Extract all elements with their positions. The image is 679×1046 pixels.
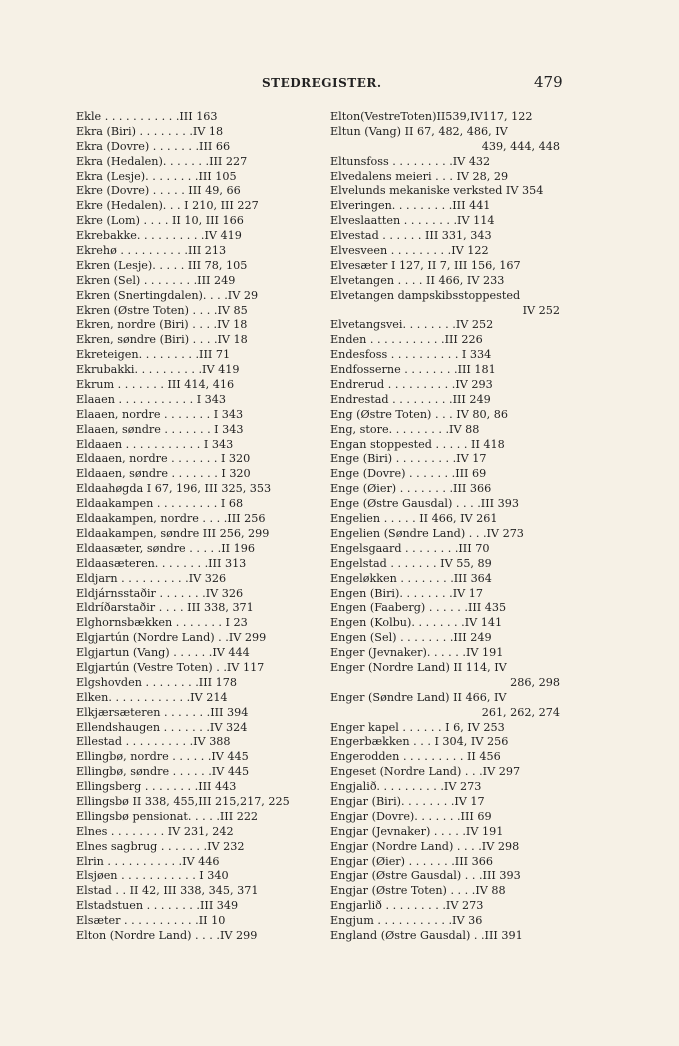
index-entry: Ellingsbø II 338, 455,III 215,217, 225 [76, 794, 290, 808]
index-entry: Elgjartún (Vestre Toten) . .IV 117 [76, 660, 265, 674]
index-entry: Elgshovden . . . . . . . .III 178 [76, 675, 237, 689]
index-entry: Endesfoss . . . . . . . . . . I 334 [330, 348, 492, 362]
index-entry: Elvetangen . . . . II 466, IV 233 [330, 273, 505, 287]
index-entry: Ekre (Dovre) . . . . . III 49, 66 [76, 184, 241, 198]
index-entry: Engjarlið . . . . . . . . .IV 273 [330, 899, 484, 913]
index-entry: Elaaen . . . . . . . . . . . I 343 [76, 392, 227, 406]
index-entry: Ekrebakke. . . . . . . . . .IV 419 [76, 229, 242, 243]
index-entry: Enger (Søndre Land) II 466, IV [330, 690, 507, 704]
index-entry: Elrin . . . . . . . . . . .IV 446 [76, 854, 220, 868]
index-entry: Enge (Dovre) . . . . . . .III 69 [330, 467, 487, 481]
index-entry: Eldaaen, nordre . . . . . . . I 320 [76, 452, 251, 466]
index-entry: Elvelunds mekaniske verksted IV 354 [330, 184, 544, 198]
index-entry: Ekrehø . . . . . . . . . .III 213 [76, 244, 227, 258]
index-entry: Ekreteigen. . . . . . . . .III 71 [76, 348, 231, 362]
index-entry: Ekren (Snertingdalen). . . .IV 29 [76, 288, 259, 302]
index-entry: Elsjøen . . . . . . . . . . . I 340 [76, 869, 229, 883]
index-entry: Engjalið. . . . . . . . . .IV 273 [330, 780, 482, 794]
index-entry: 286, 298 [510, 675, 560, 689]
index-entry: Engjar (Østre Toten) . . . .IV 88 [330, 884, 506, 898]
index-column-left [76, 110, 306, 944]
index-entry: Elaaen, søndre . . . . . . . I 343 [76, 422, 244, 436]
index-entry: Enger (Nordre Land) II 114, IV [330, 660, 507, 674]
index-entry: Engen (Kolbu). . . . . . . .IV 141 [330, 616, 503, 630]
index-entry: Elton (Nordre Land) . . . .IV 299 [76, 928, 258, 942]
index-entry: Eldjarn . . . . . . . . . .IV 326 [76, 571, 227, 585]
index-entry: Elvetangsvei. . . . . . . .IV 252 [330, 318, 494, 332]
index-entry: Enge (Øier) . . . . . . . .III 366 [330, 482, 492, 496]
index-entry: Eldaahøgda I 67, 196, III 325, 353 [76, 482, 272, 496]
index-entry: Eldaasæter, søndre . . . . .II 196 [76, 541, 255, 555]
index-entry: Ellingbø, nordre . . . . . .IV 445 [76, 750, 249, 764]
index-entry: Elvesæter I 127, II 7, III 156, 167 [330, 258, 521, 272]
index-entry: Elstadstuen . . . . . . . .III 349 [76, 899, 239, 913]
index-entry: Elken. . . . . . . . . . . .IV 214 [76, 690, 228, 704]
index-entry: Elveringen. . . . . . . . .III 441 [330, 199, 491, 213]
index-entry: Eltun (Vang) II 67, 482, 486, IV [330, 124, 508, 138]
index-entry: England (Østre Gausdal) . .III 391 [330, 928, 523, 942]
index-entry: Elvetangen dampskibsstoppested [330, 288, 521, 302]
index-entry: Elkjærsæteren . . . . . . .III 394 [76, 705, 249, 719]
index-entry: Eldaakampen . . . . . . . . . I 68 [76, 497, 244, 511]
index-entry: Endrerud . . . . . . . . . .IV 293 [330, 378, 493, 392]
index-entry: Eldaakampen, nordre . . . .III 256 [76, 512, 266, 526]
index-entry: Engjar (Jevnaker) . . . . .IV 191 [330, 824, 504, 838]
index-entry: Ekra (Dovre) . . . . . . .III 66 [76, 139, 231, 153]
index-entry: Eldaaen . . . . . . . . . . . I 343 [76, 437, 234, 451]
index-entry: Ellingbø, søndre . . . . . .IV 445 [76, 765, 250, 779]
index-entry: Engelien (Søndre Land) . . .IV 273 [330, 526, 524, 540]
index-entry: Enge (Biri) . . . . . . . . .IV 17 [330, 452, 487, 466]
index-entry: Engjar (Biri). . . . . . . .IV 17 [330, 794, 485, 808]
index-entry: Endrestad . . . . . . . . .III 249 [330, 392, 491, 406]
index-entry: Ekre (Lom) . . . . II 10, III 166 [76, 214, 244, 228]
index-entry: Engen (Sel) . . . . . . . .III 249 [330, 631, 492, 645]
index-entry: Ellingsbø pensionat. . . . .III 222 [76, 809, 259, 823]
index-entry: Elvestad . . . . . . III 331, 343 [330, 229, 492, 243]
index-entry: Ekra (Hedalen). . . . . . .III 227 [76, 154, 248, 168]
index-entry: Elvedalens meieri . . . IV 28, 29 [330, 169, 509, 183]
index-entry: 261, 262, 274 [481, 705, 560, 719]
index-entry: Elgjartun (Vang) . . . . . .IV 444 [76, 646, 250, 660]
index-entry: Enge (Østre Gausdal) . . . .III 393 [330, 497, 519, 511]
index-entry: Eldaakampen, søndre III 256, 299 [76, 526, 270, 540]
index-entry: Eldaaen, søndre . . . . . . . I 320 [76, 467, 251, 481]
index-entry: Enger (Jevnaker). . . . . .IV 191 [330, 646, 504, 660]
index-entry: Elnes . . . . . . . . IV 231, 242 [76, 824, 234, 838]
index-entry: Endfosserne . . . . . . . .III 181 [330, 363, 496, 377]
index-entry: Elgjartún (Nordre Land) . .IV 299 [76, 631, 267, 645]
index-entry: Ellestad . . . . . . . . . .IV 388 [76, 735, 231, 749]
index-entry: Ellingsberg . . . . . . . .III 443 [76, 780, 237, 794]
index-entry: Eng (Østre Toten) . . . IV 80, 86 [330, 407, 508, 421]
index-entry: Enger kapel . . . . . . I 6, IV 253 [330, 720, 505, 734]
index-entry: Ellendshaugen . . . . . . .IV 324 [76, 720, 248, 734]
index-entry: Engerbækken . . . I 304, IV 256 [330, 735, 509, 749]
index-entry: Eldríðarstaðir . . . . III 338, 371 [76, 601, 254, 615]
index-entry: Eldaasæteren. . . . . . . .III 313 [76, 556, 247, 570]
index-entry: Ekren (Sel) . . . . . . . .III 249 [76, 273, 236, 287]
page-title: STEDREGISTER. [262, 76, 382, 90]
index-entry: Ekrubakki. . . . . . . . . .IV 419 [76, 363, 240, 377]
index-entry: Enden . . . . . . . . . . .III 226 [330, 333, 483, 347]
index-entry: Elvesveen . . . . . . . . .IV 122 [330, 244, 489, 258]
index-entry: Engjar (Øier) . . . . . . .III 366 [330, 854, 493, 868]
index-entry: Engen (Biri). . . . . . . .IV 17 [330, 586, 484, 600]
index-column-right [330, 110, 560, 944]
index-entry: Ekren (Østre Toten) . . . .IV 85 [76, 303, 248, 317]
index-entry: Engjum . . . . . . . . . . .IV 36 [330, 914, 483, 928]
index-entry: Elsæter . . . . . . . . . . .II 10 [76, 914, 226, 928]
index-entry: Elveslaatten . . . . . . . .IV 114 [330, 214, 495, 228]
index-entry: Elaaen, nordre . . . . . . . I 343 [76, 407, 244, 421]
index-entry: Engeløkken . . . . . . . .III 364 [330, 571, 492, 585]
index-entry: Ekra (Lesje). . . . . . . .III 105 [76, 169, 237, 183]
index-entry: Ekren (Lesje). . . . . III 78, 105 [76, 258, 248, 272]
page-number: 479 [534, 73, 563, 91]
index-entry: Eng, store. . . . . . . . .IV 88 [330, 422, 480, 436]
index-entry: Engelsgaard . . . . . . . .III 70 [330, 541, 490, 555]
index-entry: Engeset (Nordre Land) . . .IV 297 [330, 765, 521, 779]
index-entry: Ekle . . . . . . . . . . .III 163 [76, 110, 218, 123]
index-entry: Ekra (Biri) . . . . . . . .IV 18 [76, 124, 224, 138]
index-entry: Ekren, søndre (Biri) . . . .IV 18 [76, 333, 248, 347]
index-entry: Elghornsbækken . . . . . . . I 23 [76, 616, 248, 630]
index-entry: Eltunsfoss . . . . . . . . .IV 432 [330, 154, 491, 168]
index-entry: 439, 444, 448 [481, 139, 560, 153]
index-entry: Engjar (Dovre). . . . . . .III 69 [330, 809, 492, 823]
index-entry: Engen (Faaberg) . . . . . .III 435 [330, 601, 507, 615]
index-entry: Ekre (Hedalen). . . I 210, III 227 [76, 199, 259, 213]
index-entry: Engjar (Østre Gausdal) . . .III 393 [330, 869, 521, 883]
index-entry: Engelien . . . . . II 466, IV 261 [330, 512, 498, 526]
index-entry: Engelstad . . . . . . . IV 55, 89 [330, 556, 492, 570]
index-entry: Engerodden . . . . . . . . . II 456 [330, 750, 501, 764]
index-entry: IV 252 [522, 303, 560, 317]
index-entry: Engjar (Nordre Land) . . . .IV 298 [330, 839, 520, 853]
page-header [0, 73, 679, 94]
index-entry: Ekrum . . . . . . . III 414, 416 [76, 378, 235, 392]
index-entry: Elstad . . II 42, III 338, 345, 371 [76, 884, 259, 898]
index-entry: Engan stoppested . . . . . II 418 [330, 437, 505, 451]
index-entry: Elnes sagbrug . . . . . . .IV 232 [76, 839, 245, 853]
index-entry: Eldjárnsstaðir . . . . . . .IV 326 [76, 586, 244, 600]
index-entry: Ekren, nordre (Biri) . . . .IV 18 [76, 318, 248, 332]
index-entry: Elton(VestreToten)II539,IV117, 122 [330, 110, 533, 123]
